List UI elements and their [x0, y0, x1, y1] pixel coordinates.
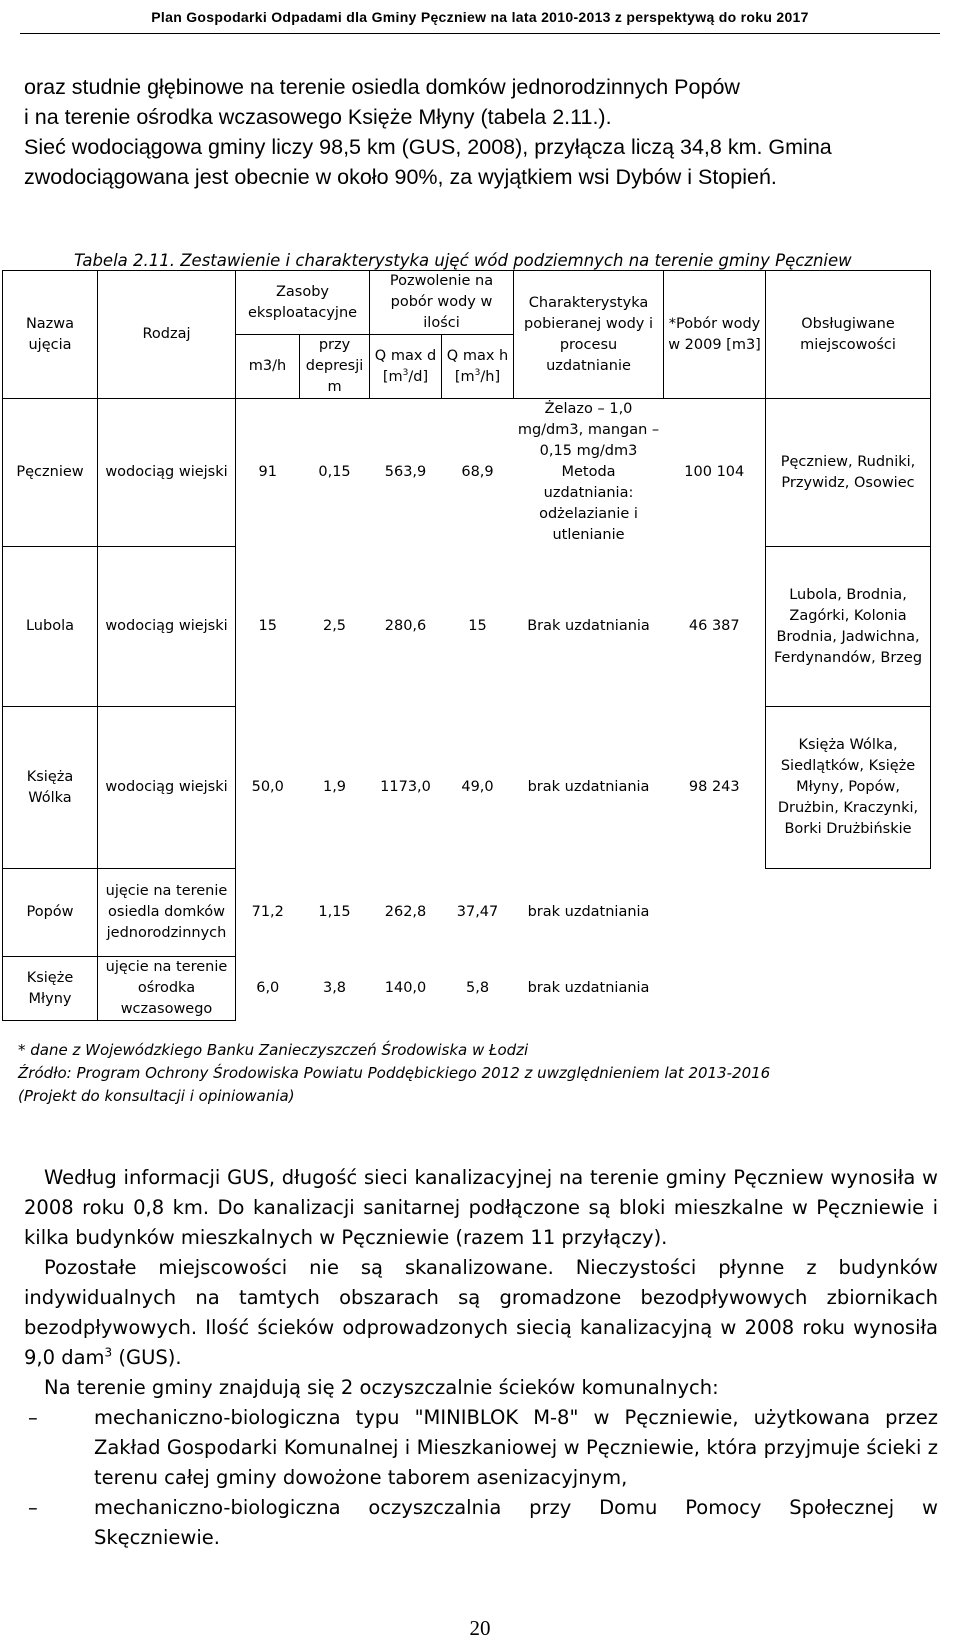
cell-miejscowosci: [766, 869, 931, 957]
paragraph-text: Pozostałe miejscowości nie są skanalizowane. Nieczystości płynne z budynków indywidualnych na tamtych obszarach są gromadzone bezodpływowych zbiornikach bezodpływowych. Ilość ścieków odprowadzonych siecią kanalizacyjną w 2008 roku wynosiła 9,0 dam: [24, 1256, 938, 1369]
cell-qd: 262,8: [384, 904, 427, 920]
cell-rodzaj: ujęcie na terenie ośrodka wczasowego: [98, 957, 236, 1021]
table-row: [3, 957, 931, 1021]
qmax-h-label: Q max h: [446, 347, 509, 364]
cell-nazwa: Lubola: [3, 547, 98, 707]
cell-qh: 15: [468, 618, 487, 634]
cell-pobor: [664, 957, 766, 1021]
list-item-text: mechaniczno-biologiczna oczyszczalnia przy Domu Pomocy Społecznej w Skęczniewie.: [94, 1496, 938, 1549]
table-footnote: * dane z Wojewódzkiego Banku Zanieczyszczeń Środowiska w Łodzi: [18, 1041, 529, 1059]
intro-line: Sieć wodociągowa gminy liczy 98,5 km (GUS, 2008), przyłącza liczą 34,8 km. Gmina: [24, 135, 832, 159]
list-item: [24, 1493, 938, 1553]
cell-charakterystyka: Żelazo – 1,0 mg/dm3, mangan – 0,15 mg/dm3 Metoda uzdatniania: odżelazianie i utlenianie: [517, 401, 660, 544]
cell-qh: 37,47: [456, 904, 499, 920]
list-item: [24, 1403, 938, 1493]
cell-qh: 68,9: [461, 464, 494, 481]
qmax-h-unit-sup: 3: [474, 367, 481, 378]
water-intakes-table: [2, 270, 931, 1021]
cell-charakterystyka: brak uzdatniania: [527, 980, 650, 996]
cell-miejscowosci: Księża Wólka, Siedlątków, Księże Młyny, Popów, Drużbin, Kraczynki, Borki Drużbińskie: [766, 707, 931, 869]
header-zasoby: Zasoby eksploatacyjne: [236, 271, 370, 335]
header-pozwolenie: Pozwolenie na pobór wody w ilości: [370, 271, 514, 335]
cell-depresja: 1,9: [322, 779, 347, 795]
list-item-text: mechaniczno-biologiczna typu "MINIBLOK M-8" w Pęczniewie, użytkowana przez Zakład Gospodarki Komunalnej i Mieszkaniowej w Pęczniewie, która przyjmuje ścieki z terenu całej gminy dowożone taborem asenizacyjnym,: [94, 1406, 938, 1489]
cell-pobor: 98 243: [688, 779, 740, 795]
table-row: [3, 869, 931, 957]
cell-nazwa: Księże Młyny: [3, 957, 98, 1021]
header-rule: [20, 33, 940, 34]
cell-nazwa: Księża Wólka: [3, 707, 98, 869]
superscript: 3: [104, 1345, 113, 1360]
cell-depresja: 3,8: [322, 980, 347, 996]
page-number: 20: [469, 1616, 491, 1640]
cell-charakterystyka: Brak uzdatniania: [527, 618, 650, 634]
header-depresja: przy depresji m: [300, 335, 370, 399]
cell-depresja: 0,15: [318, 464, 351, 481]
table-row: [3, 707, 931, 869]
table-caption: Tabela 2.11. Zestawienie i charakterystyka ujęć wód podziemnych na terenie gminy Pęczniew: [74, 251, 852, 270]
cell-depresja: 2,5: [322, 618, 347, 634]
qmax-d-unit-b: /d]: [408, 368, 429, 385]
header-qmax-d: [370, 335, 442, 399]
cell-pobor: 46 387: [688, 618, 740, 634]
cell-miejscowosci: [766, 957, 931, 1021]
table-row: [3, 547, 931, 707]
cell-qh: 5,8: [465, 980, 490, 996]
qmax-d-unit-a: [m: [382, 368, 403, 385]
cell-rodzaj: wodociąg wiejski: [98, 707, 236, 869]
cell-m3h: 91: [258, 464, 277, 481]
cell-m3h: 6,0: [256, 980, 280, 996]
cell-qd: 563,9: [384, 464, 427, 481]
paragraph: [24, 1253, 938, 1373]
table-row: [3, 399, 931, 547]
header-pobor: *Pobór wody w 2009 [m3]: [664, 271, 766, 399]
header-qmax-h: [442, 335, 514, 399]
cell-nazwa: Popów: [3, 869, 98, 957]
cell-qd: 1173,0: [380, 779, 431, 795]
cell-miejscowosci: Pęczniew, Rudniki, Przywidz, Osowiec: [766, 399, 931, 547]
page-header: Plan Gospodarki Odpadami dla Gminy Pęczniew na lata 2010-2013 z perspektywą do roku 2017: [151, 9, 809, 25]
cell-m3h: 15: [258, 618, 277, 634]
dash-bullet: –: [28, 1496, 38, 1519]
cell-depresja: 1,15: [318, 904, 351, 920]
cell-charakterystyka: brak uzdatniania: [527, 779, 650, 795]
cell-charakterystyka: brak uzdatniania: [527, 904, 650, 920]
intro-line: i na terenie ośrodka wczasowego Księże Młyny (tabela 2.11.).: [24, 105, 612, 129]
header-charakterystyka: Charakterystyka pobieranej wody i procesu uzdatnianie: [514, 271, 664, 399]
intro-line: zwodociągowana jest obecnie w około 90%, za wyjątkiem wsi Dybów i Stopień.: [24, 165, 777, 189]
paragraph: Na terenie gminy znajdują się 2 oczyszczalnie ścieków komunalnych:: [44, 1376, 719, 1399]
qmax-h-unit-b: /h]: [480, 368, 501, 385]
cell-nazwa: Pęczniew: [3, 399, 98, 547]
intro-paragraph: [24, 72, 938, 192]
cell-rodzaj: ujęcie na terenie osiedla domków jednorodzinnych: [98, 869, 236, 957]
qmax-d-unit-sup: 3: [402, 367, 409, 378]
cell-pobor: 100 104: [684, 464, 745, 481]
cell-qd: 280,6: [384, 618, 427, 634]
header-rodzaj: Rodzaj: [98, 271, 236, 399]
header-nazwa: Nazwa ujęcia: [3, 271, 98, 399]
table-source: Źródło: Program Ochrony Środowiska Powiatu Poddębickiego 2012 z uwzględnieniem lat 2013-2016: [18, 1064, 771, 1082]
cell-pobor: [664, 869, 766, 957]
header-m3h: m3/h: [236, 335, 300, 399]
cell-rodzaj: wodociąg wiejski: [98, 399, 236, 547]
body-text: [24, 1163, 938, 1553]
cell-m3h: 50,0: [251, 779, 284, 795]
table-source-note: (Projekt do konsultacji i opiniowania): [18, 1087, 295, 1105]
cell-qd: 140,0: [384, 980, 427, 996]
header-miejscowosci: Obsługiwane miejscowości: [766, 271, 931, 399]
paragraph: Według informacji GUS, długość sieci kanalizacyjnej na terenie gminy Pęczniew wynosiła w 2008 roku 0,8 km. Do kanalizacji sanitarnej podłączone są bloki mieszkalne w Pęczniewie i kilka budynków mieszkalnych w Pęczniewie (razem 11 przyłączy).: [24, 1166, 938, 1249]
intro-line: oraz studnie głębinowe na terenie osiedla domków jednorodzinnych Popów: [24, 75, 740, 99]
cell-miejscowosci: Lubola, Brodnia, Zagórki, Kolonia Brodnia, Jadwichna, Ferdynandów, Brzeg: [766, 547, 931, 707]
cell-m3h: 71,2: [251, 904, 284, 920]
cell-rodzaj: wodociąg wiejski: [98, 547, 236, 707]
cell-qh: 49,0: [461, 779, 494, 795]
qmax-d-label: Q max d: [374, 347, 437, 364]
dash-bullet: –: [28, 1406, 38, 1429]
paragraph-text-end: (GUS).: [112, 1346, 182, 1369]
qmax-h-unit-a: [m: [454, 368, 475, 385]
